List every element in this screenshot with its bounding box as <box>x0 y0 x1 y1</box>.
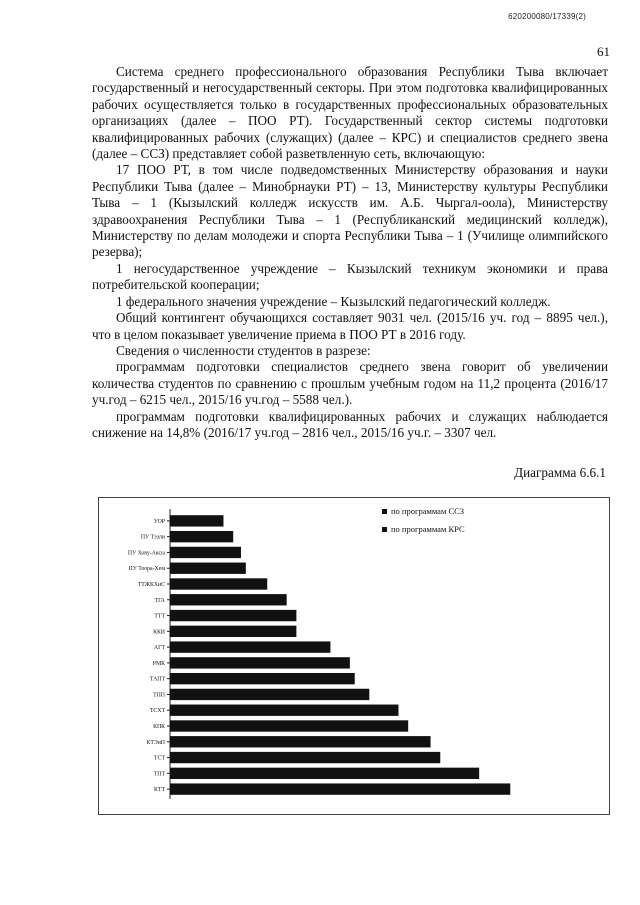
chart-bar-14 <box>170 720 408 731</box>
legend-label-1: по программам ССЗ <box>391 506 465 516</box>
chart-category-label-14: КПК <box>153 724 165 730</box>
chart-bar-6 <box>170 594 287 605</box>
chart-category-label-9: АГТ <box>153 645 165 652</box>
paragraph-5: Общий контингент обучающихся составляет 9031 чел. (2015/16 уч. год – 8895 чел.), что в целом показывает увеличение приема в ПОО РТ в 2016 году. <box>92 310 608 342</box>
chart-category-label-16: ТСТ <box>154 755 165 762</box>
chart-bar-4 <box>170 563 246 574</box>
chart-category-label-3: ПУ Хову-Аксы <box>127 550 165 557</box>
chart-bar-1 <box>170 515 223 526</box>
chart-bar-8 <box>170 626 296 637</box>
chart-category-label-12: ТПП <box>153 692 165 699</box>
chart-category-label-2: ПУ Тээли <box>140 534 165 541</box>
chart-category-label-15: КТЭиП <box>146 739 165 746</box>
paragraph-2: 17 ПОО РТ, в том числе подведомственных Министерству образования и науки Республики Тыва (далее – Минобрнауки РТ) – 13, Министерству культуры Республики Тыва – 1 (Кызылский колледж искусств им. А.Б. Чыргал-оола), Министерству здравоохранения Республики Тыва – 1 (Республиканский медицинский колледж), Министерству по делам молодежи и спорта Республики Тыва – 1 (Училище олимпийского резерва); <box>92 162 608 260</box>
body-text <box>92 64 608 441</box>
chart-category-label-1: УОР <box>153 518 165 525</box>
legend-marker-2 <box>382 527 387 532</box>
legend-label-2: по программам КРС <box>391 524 465 534</box>
paragraph-8: программам подготовки квалифицированных рабочих и служащих наблюдается снижение на 14,8% (2016/17 уч.год – 2816 чел., 2015/16 уч.г. – 3307 чел. <box>92 408 608 440</box>
chart-bar-10 <box>170 657 350 668</box>
paragraph-4: 1 федерального значения учреждение – Кызылский педагогический колледж. <box>116 293 551 309</box>
chart-bar-5 <box>170 578 267 589</box>
diagram-caption: Диаграмма 6.6.1 <box>514 465 606 480</box>
chart-svg <box>98 497 610 815</box>
chart-category-label-11: ТАПТ <box>149 676 165 683</box>
chart-bar-11 <box>170 673 355 684</box>
chart-bar-13 <box>170 705 398 716</box>
bar-chart <box>98 497 610 815</box>
chart-category-label-8: ККИ <box>153 629 165 636</box>
chart-bar-7 <box>170 610 296 621</box>
chart-bar-3 <box>170 547 241 558</box>
chart-bar-12 <box>170 689 369 700</box>
chart-category-label-13: ТСХТ <box>150 708 165 715</box>
chart-bar-16 <box>170 752 440 763</box>
chart-category-label-6: ТГА <box>154 597 165 604</box>
paragraph-7: программам подготовки специалистов среднего звена говорит об увеличении количества студентов по сравнению с прошлым учебным годом на 11,2 процента (2016/17 уч.год – 6215 чел., 2015/16 уч.год – 5588 чел.). <box>92 359 608 408</box>
chart-bar-17 <box>170 768 479 779</box>
chart-frame <box>99 498 610 815</box>
legend-marker-1 <box>382 509 387 514</box>
chart-category-label-5: ТТЖКХиС <box>137 582 165 588</box>
chart-bar-9 <box>170 641 330 652</box>
chart-category-label-17: ТПТ <box>153 771 165 778</box>
chart-bar-15 <box>170 736 431 747</box>
chart-bar-18 <box>170 783 510 794</box>
paragraph-6: Сведения о численности студентов в разрезе: <box>116 342 371 358</box>
chart-category-label-7: ТТТ <box>154 613 165 620</box>
page-number: 61 <box>597 44 610 59</box>
paragraph-1: Система среднего профессионального образования Республики Тыва включает государственный и негосударственный секторы. При этом подготовка квалифицированных рабочих осуществляется только в государственных профессиональных образовательных организациях (далее – ПОО РТ). Государственный сектор системы подготовки квалифицированных рабочих (служащих) (далее – КРС) и специалистов среднего звена (далее – ССЗ) представляет собой разветвленную сеть, включающую: <box>92 64 608 162</box>
document-id: 620200080/17339(2) <box>508 12 586 21</box>
chart-bar-2 <box>170 531 233 542</box>
paragraph-3: 1 негосударственное учреждение – Кызылский техникум экономики и права потребительской кооперации; <box>92 260 608 293</box>
chart-category-label-10: РМК <box>152 660 165 667</box>
chart-category-label-4: ПУ Тоора-Хем <box>128 566 165 573</box>
chart-category-label-18: КТТ <box>154 787 165 794</box>
